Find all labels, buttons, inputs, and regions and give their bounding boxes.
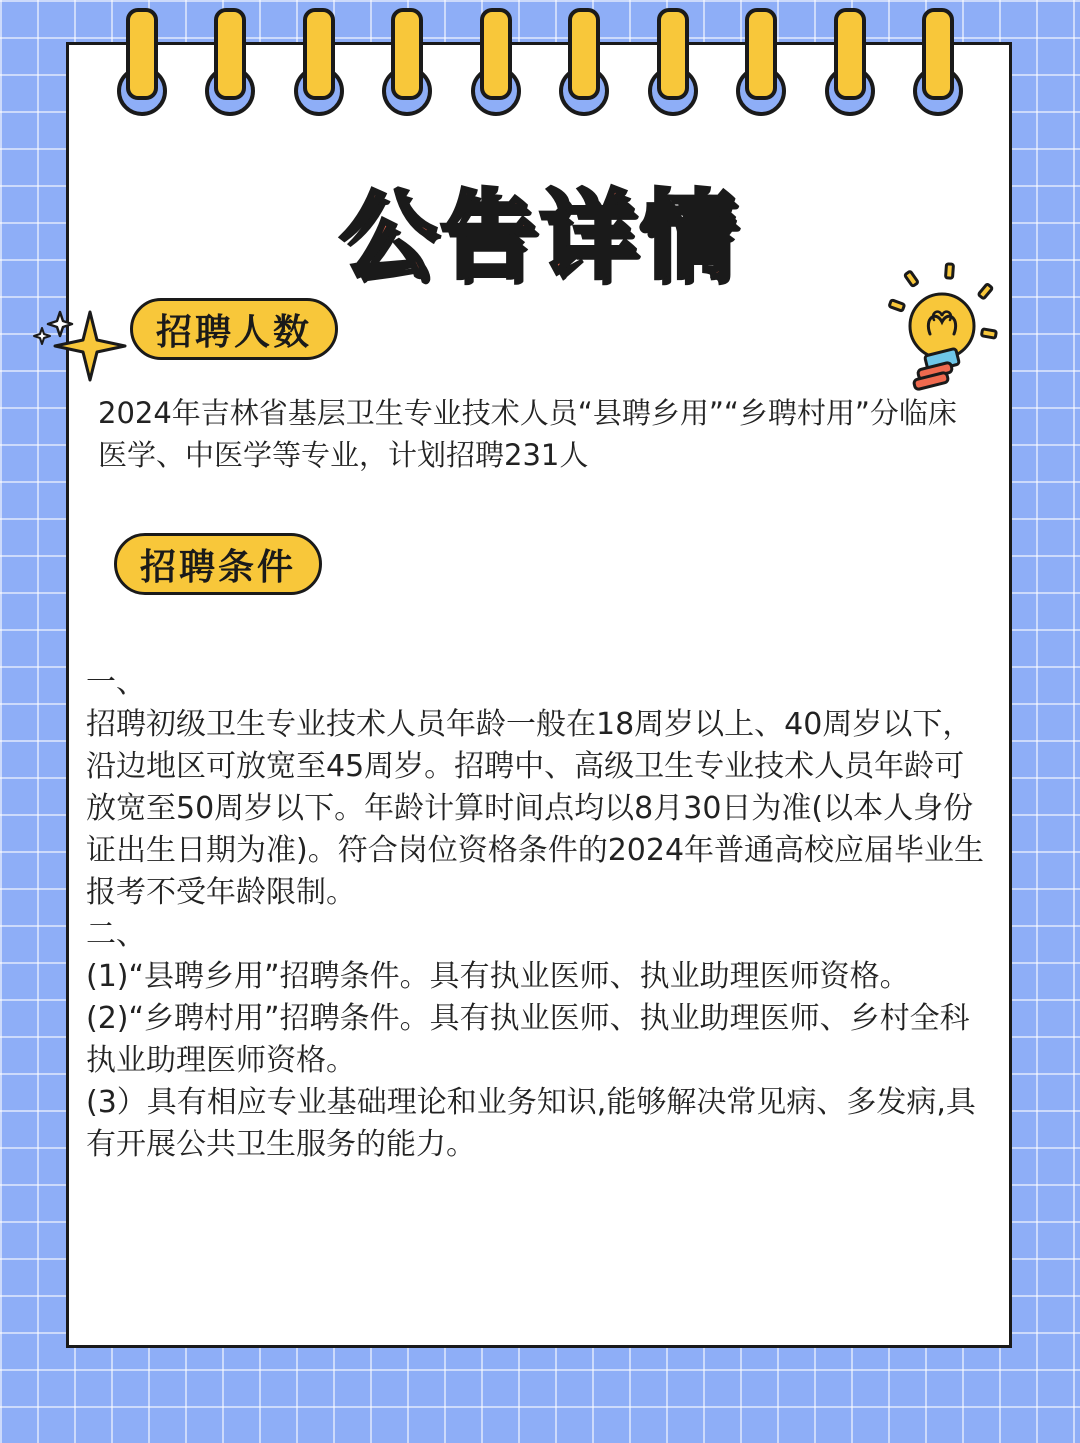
lightbulb-icon bbox=[884, 262, 1004, 392]
recruitment-conditions-text: 一、 招聘初级卫生专业技术人员年龄一般在18周岁以上、40周岁以下，沿边地区可放宽至45周岁。招聘中、高级卫生专业技术人员年龄可放宽至50周岁以下。年龄计算时间点均以8月30日为准(以本人身份证出生日期为准)。符合岗位资格条件的2024年普通高校应届毕业生报考不受年龄限制。 二、 (1)“县聘乡用”招聘条件。具有执业医师、执业助理医师资格。 (2)“乡聘村用”招聘条件。具有执业医师、执业助理医师、乡村全科执业助理医师资格。 (3）具有相应专业基础理论和业务知识,能够解决常见病、多发病,具有开展公共卫生服务的能力。 bbox=[86, 665, 985, 1162]
ring-bar bbox=[480, 8, 512, 100]
binder-ring-icon bbox=[378, 8, 434, 118]
binder-ring-icon bbox=[644, 8, 700, 118]
section-heading-recruitment-conditions: 招聘条件 bbox=[114, 533, 322, 595]
binder-ring-icon bbox=[732, 8, 788, 118]
binder-ring-icon bbox=[909, 8, 965, 118]
section-heading-recruitment-count: 招聘人数 bbox=[130, 298, 338, 360]
ring-bar bbox=[303, 8, 335, 100]
binder-ring-icon bbox=[201, 8, 257, 118]
ring-bar bbox=[126, 8, 158, 100]
recruitment-count-text: 2024年吉林省基层卫生专业技术人员“县聘乡用”“乡聘村用”分临床医学、中医学等专业，计划招聘231人 bbox=[98, 396, 957, 472]
ring-bar bbox=[214, 8, 246, 100]
ring-bar bbox=[922, 8, 954, 100]
binder-ring-icon bbox=[467, 8, 523, 118]
ring-bar bbox=[568, 8, 600, 100]
sparkle-icon bbox=[30, 308, 130, 388]
ring-bar bbox=[657, 8, 689, 100]
binder-ring-icon bbox=[113, 8, 169, 118]
page-title: 公告详情 bbox=[340, 180, 740, 292]
ring-bar bbox=[745, 8, 777, 100]
binder-ring-icon bbox=[290, 8, 346, 118]
ring-bar bbox=[834, 8, 866, 100]
ring-bar bbox=[391, 8, 423, 100]
binder-ring-icon bbox=[555, 8, 611, 118]
binder-ring-icon bbox=[821, 8, 877, 118]
